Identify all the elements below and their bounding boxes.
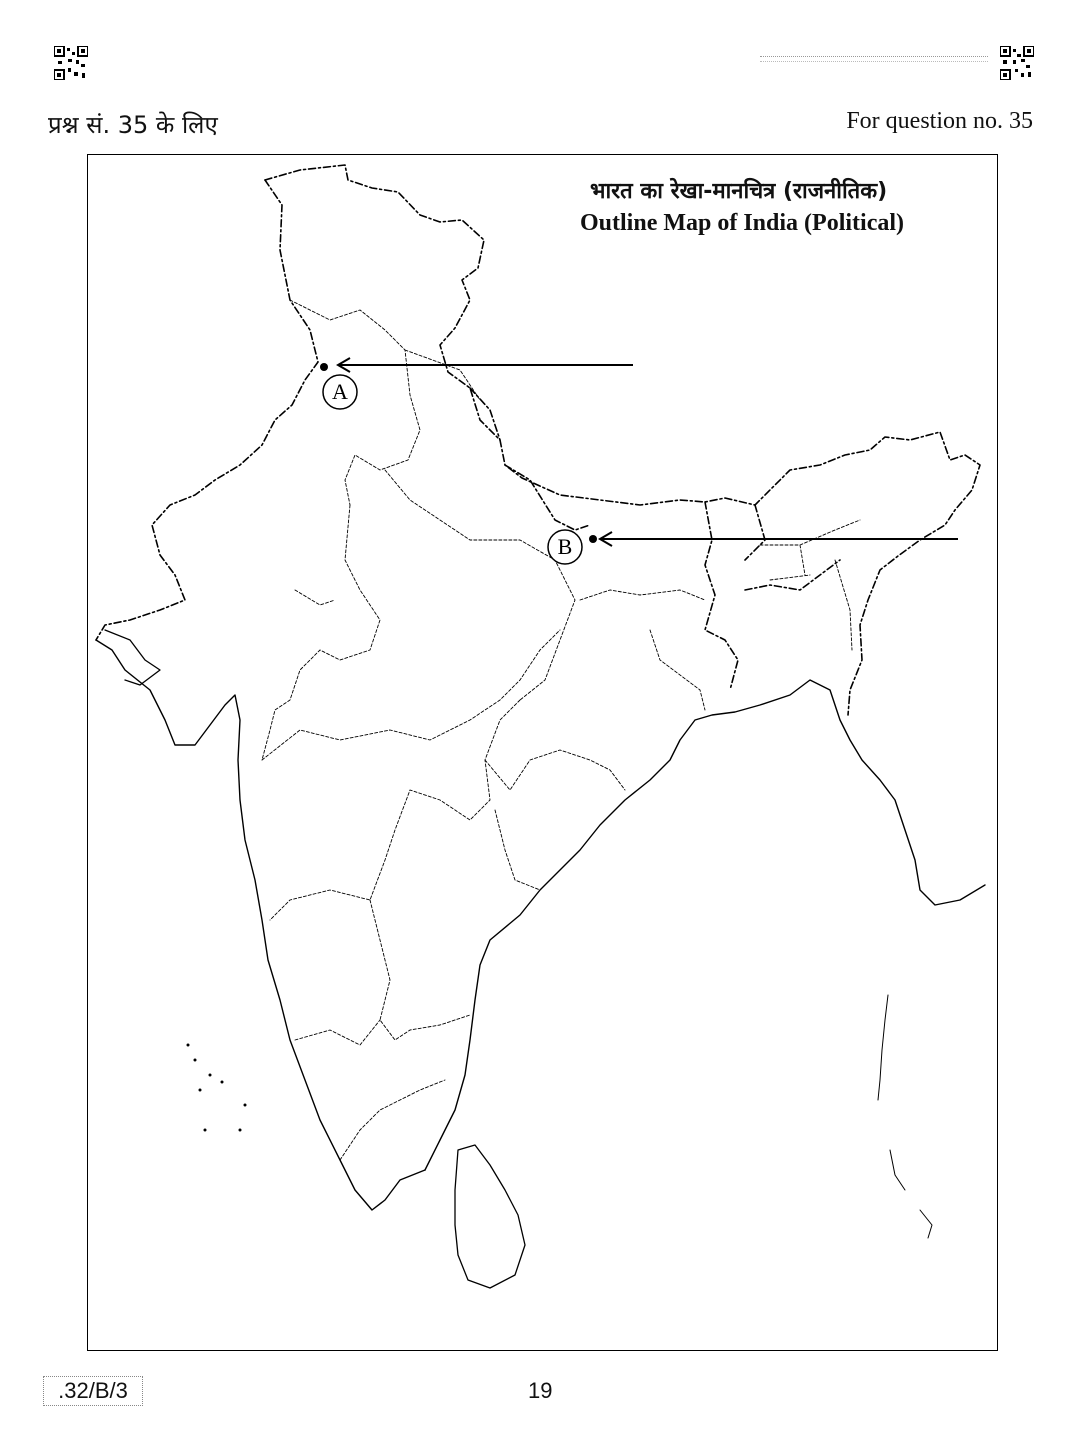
paper-code: .32/B/3 — [43, 1376, 143, 1406]
marker-a-label: A — [332, 379, 348, 404]
page-number: 19 — [528, 1378, 553, 1403]
eastern-border — [705, 502, 840, 690]
sri-lanka-outline — [455, 1145, 525, 1288]
eastern-coastline — [425, 680, 985, 1170]
map-title-english: Outline Map of India (Political) — [580, 210, 904, 236]
marker-a — [320, 358, 633, 409]
western-border — [96, 180, 318, 640]
nepal-border — [470, 388, 590, 530]
lakshadweep-islands — [187, 1044, 247, 1132]
western-coastline — [96, 640, 425, 1210]
marker-b-label: B — [557, 534, 573, 559]
map-title-hindi: भारत का रेखा-मानचित्र (राजनीतिक) — [590, 179, 888, 204]
question-label-hindi: प्रश्न सं. 35 के लिए — [48, 111, 218, 139]
andaman-nicobar-islands — [878, 995, 932, 1238]
international-border — [265, 165, 980, 715]
question-label-english: For question no. 35 — [846, 108, 1033, 134]
marker-b — [548, 530, 958, 564]
state-boundaries — [262, 300, 860, 1160]
